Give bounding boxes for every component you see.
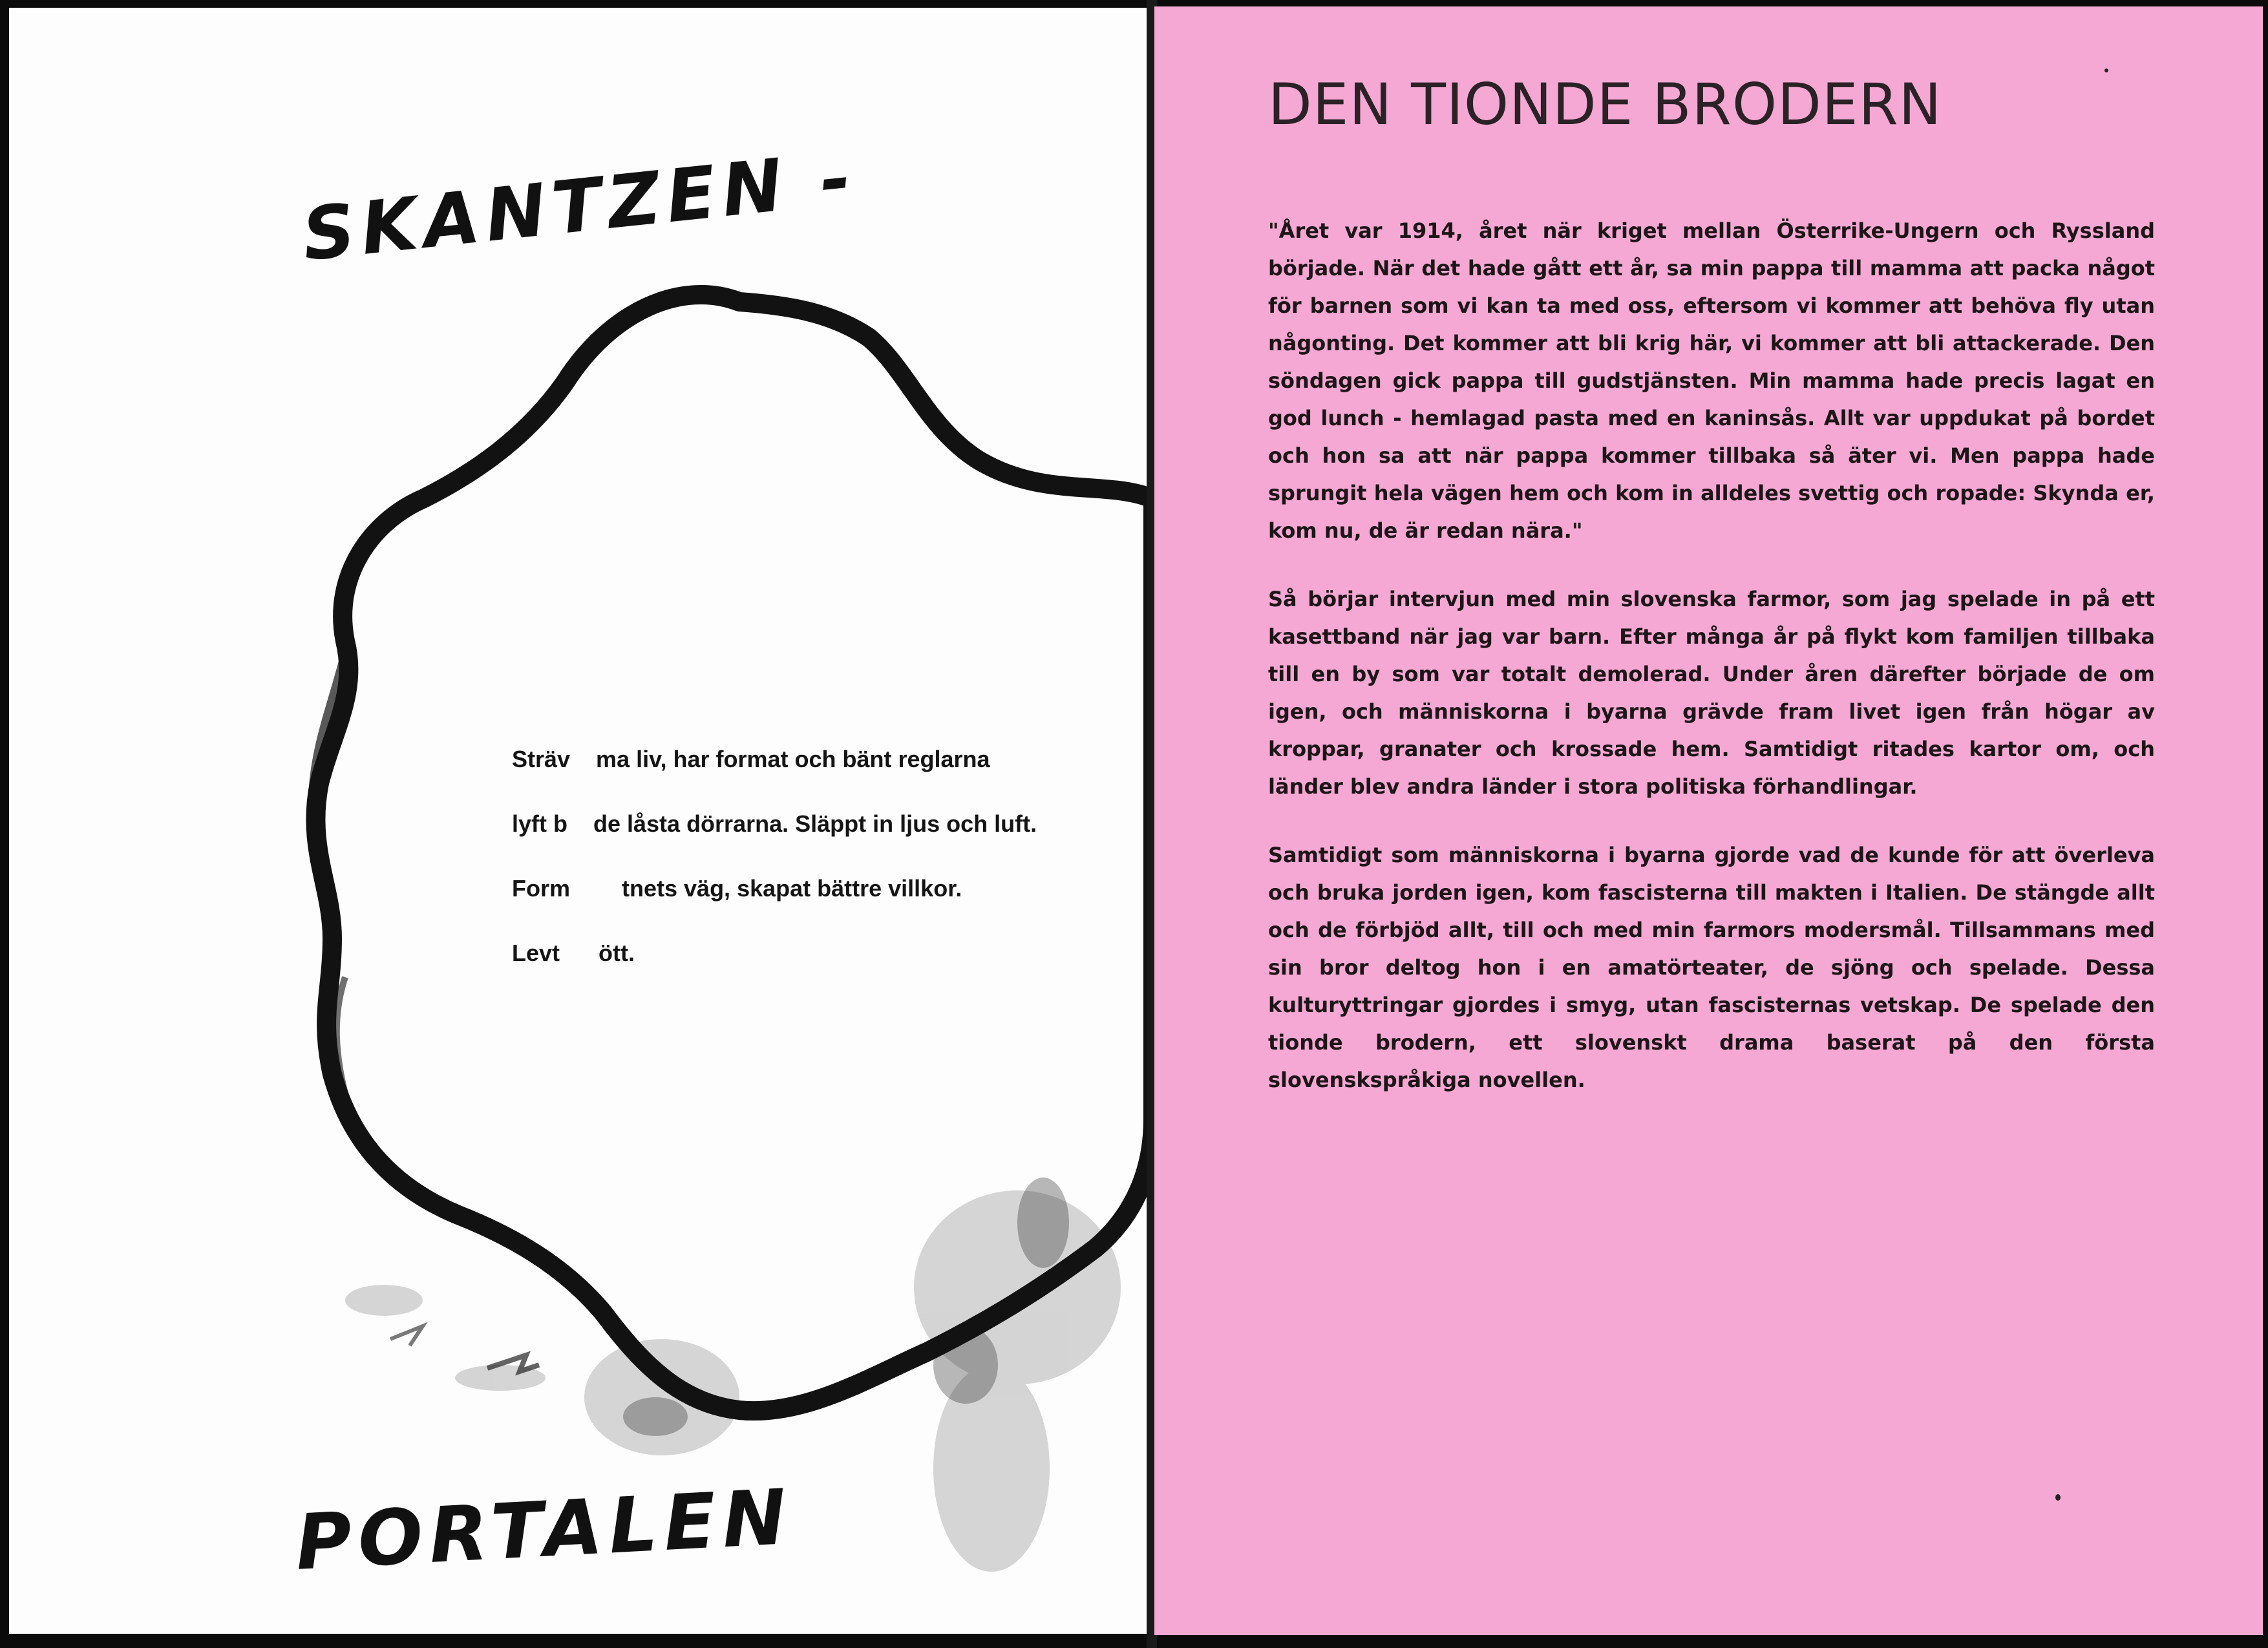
paragraph: Så börjar intervjun med min slovenska farmor, som jag spelade in på ett kasettband när jag var barn. Efter många år på flykt kom familjen tillbaka till en by som var totalt demolerad. Under åren därefter började de om igen, och människorna i byarna grävde fram livet igen från högar av kroppar, granater och krossade hem. Samtidigt ritades kartor om, och länder blev andra länder i stora politiska förhandlingar. bbox=[1268, 587, 2155, 799]
left-page bbox=[9, 8, 1149, 1634]
handwritten-title-bottom: PORTALEN bbox=[293, 1472, 795, 1587]
poem-line: Sträv ma liv, har format och bänt reglarna bbox=[512, 746, 990, 772]
article-body bbox=[1268, 212, 2155, 1130]
poem-block bbox=[512, 748, 1132, 1006]
page-heading: DEN TIONDE BRODERN bbox=[1268, 71, 1942, 138]
paragraph: Samtidigt som människorna i byarna gjorde vad de kunde för att överleva och bruka jorden igen, kom fascisterna till makten i Italien. De stängde allt och de förbjöd allt, till och med min farmors modersmål. Tillsammans med sin bror deltog hon i en amatörteater, de sjöng och spelade. Dessa kulturyttringar gjordes i smyg, utan fascisternas vetskap. De spelade den tionde brodern, ett slovenskt drama baserat på den första slovenskspråkiga novellen. bbox=[1268, 843, 2155, 1092]
paragraph: "Året var 1914, året när kriget mellan Österrike-Ungern och Ryssland började. När det hade gått ett år, sa min pappa till mamma att packa något för barnen som vi kan ta med oss, eftersom vi kommer att behöva fly utan någonting. Det kommer att bli krig här, vi kommer att bli attackerade. Den söndagen gick pappa till gudstjänsten. Min mamma hade precis lagat en god lunch - hemlagad pasta med en kaninsås. Allt var uppdukat på bordet och hon sa att när pappa kommer tillbaka så äter vi. Men pappa hade sprungit hela vägen hem och kom in alldeles svettig och ropade: Skynda er, kom nu, de är redan nära." bbox=[1268, 218, 2155, 543]
ink-speck bbox=[2104, 69, 2108, 72]
right-page bbox=[1154, 6, 2263, 1635]
poem-line: Levt ött. bbox=[512, 940, 635, 966]
ink-speck bbox=[2055, 1494, 2061, 1501]
poem-line: Form tnets väg, skapat bättre villkor. bbox=[512, 875, 962, 902]
handwritten-title-top: SKANTZEN - bbox=[299, 135, 862, 278]
poem-line: lyft b de låsta dörrarna. Släppt in ljus och luft. bbox=[512, 810, 1037, 837]
